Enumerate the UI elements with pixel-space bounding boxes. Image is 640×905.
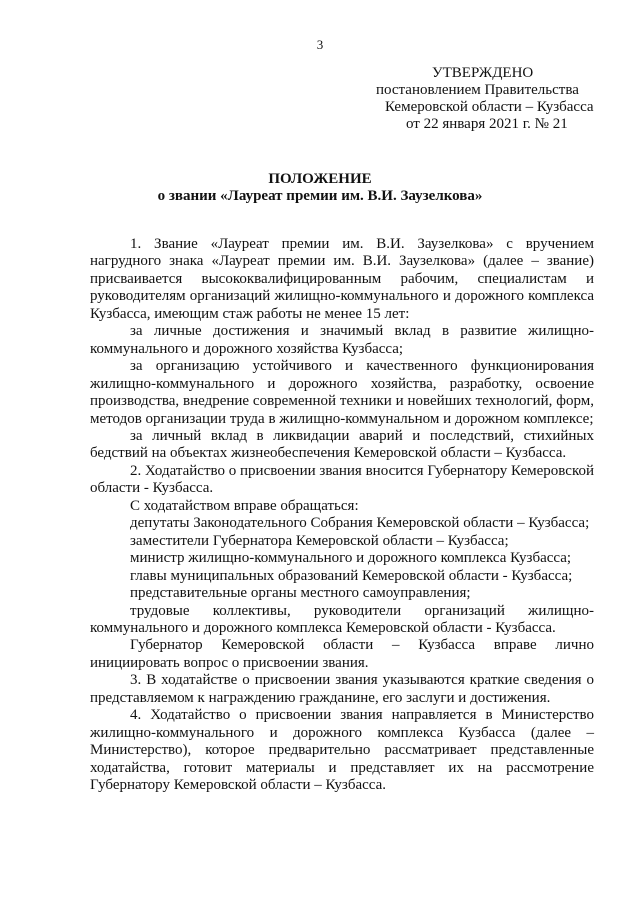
petitioner-local-bodies: представительные органы местного самоуправления; <box>130 585 471 602</box>
paragraph-2: 2. Ходатайство о присвоении звания вносится Губернатору Кемеровской области - Кузбасса. <box>90 462 594 497</box>
approval-date-line: от 22 января 2021 г. № 21 <box>406 116 568 132</box>
approval-region-line: Кемеровской области – Кузбасса <box>385 99 594 115</box>
paragraph-1-item-organization: за организацию устойчивого и качественного функционирования жилищно-коммунального и дорожного хозяйства, разработку, освоение производства, внедрение современной техники и новейших технологий, форм, методов организации труда в жилищно-коммунальном и дорожном комплексе; <box>90 358 594 427</box>
paragraph-1: 1. Звание «Лауреат премии им. В.И. Заузелкова» с вручением нагрудного знака «Лауреат премии им. В.И. Заузелкова» (далее – звание) присваивается высококвалифицированным рабочим, специалистам и руководителям организаций жилищно-коммунального и дорожного комплекса Кузбасса, имеющим стаж работы не менее 15 лет: <box>90 236 594 322</box>
petitioner-minister: министр жилищно-коммунального и дорожного комплекса Кузбасса; <box>130 550 572 567</box>
title-main: ПОЛОЖЕНИЕ <box>268 171 372 187</box>
paragraph-3: 3. В ходатайстве о присвоении звания указываются краткие сведения о представляемом к награждению гражданине, его заслуги и достижения. <box>90 672 594 706</box>
paragraph-1-item-disaster: за личный вклад в ликвидации аварий и последствий, стихийных бедствий на объектах жизнеобеспечения Кемеровской области – Кузбасса. <box>90 427 594 462</box>
page-number: 3 <box>316 37 324 52</box>
petitioner-deputies: депутаты Законодательного Собрания Кемеровской области – Кузбасса; <box>130 515 590 532</box>
approval-stamp <box>376 65 606 133</box>
petitioner-vice-governors: заместители Губернатора Кемеровской области – Кузбасса; <box>130 532 509 549</box>
approval-heading: УТВЕРЖДЕНО <box>432 65 534 81</box>
paragraph-1-item-achievements: за личные достижения и значимый вклад в развитие жилищно-коммунального и дорожного хозяйства Кузбасса; <box>90 323 594 357</box>
approval-decree-line: постановлением Правительства <box>376 82 579 98</box>
petitioners-intro: С ходатайством вправе обращаться: <box>130 497 359 514</box>
paragraph-4: 4. Ходатайство о присвоении звания направляется в Министерство жилищно-коммунального и дорожного комплекса Кузбасса (далее – Министерство), которое предварительно рассматривает представленные ходатайства, готовит материалы и представляет их на рассмотрение Губернатору Кемеровской области – Кузбасса. <box>90 707 594 794</box>
document-title <box>0 171 640 205</box>
title-subtitle: о звании «Лауреат премии им. В.И. Заузелкова» <box>157 188 483 204</box>
document-body <box>90 236 594 795</box>
petitioner-collectives: трудовые коллективы, руководители организаций жилищно-коммунального и дорожного комплекса Кемеровской области - Кузбасса. <box>90 602 594 636</box>
petitioner-municipal-heads: главы муниципальных образований Кемеровской области - Кузбасса; <box>130 567 573 584</box>
governor-initiative: Губернатор Кемеровской области – Кузбасса вправе лично инициировать вопрос о присвоении звания. <box>90 637 594 671</box>
